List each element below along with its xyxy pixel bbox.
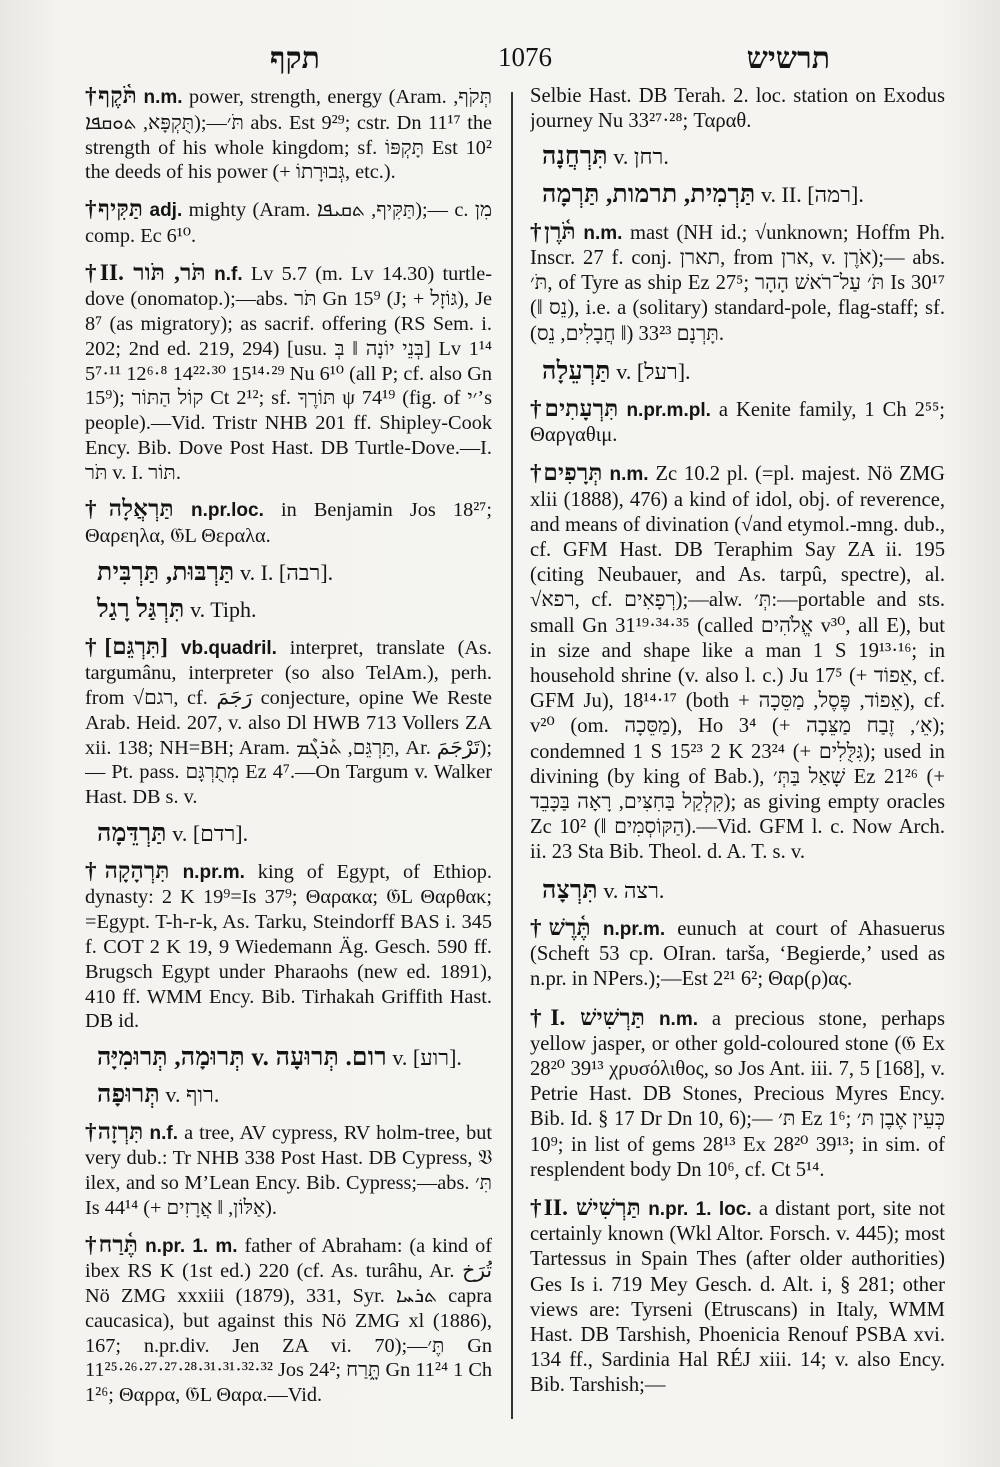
- grammar-label: n.pr. 1. m.: [145, 1235, 238, 1257]
- definition-text: king of Egypt, of Ethiop. dynasty: 2 K 19⁹=Is 37⁹; Θαρακα; 𝔊L Θαρθακ; =Egypt. T-h-r-k, As. Tarku, Steindorff BAS i. 345 f. COT 2 K 19, 9 Wiedemann Äg. Gesch. 590 ff. Brugsch Egypt under Pharaohs (new ed. 1891), 410 ff. WMM Ency. Bib. Tirhakah Griffith Hast. DB id.: [85, 860, 492, 1033]
- left-column: [85, 84, 492, 1437]
- left-entry: [97, 561, 492, 586]
- grammar-label: n.pr.loc.: [191, 500, 264, 522]
- grammar-label: n.m.: [583, 222, 623, 244]
- page-number: 1076: [498, 42, 552, 72]
- grammar-label: n.pr.m.pl.: [626, 400, 711, 422]
- grammar-label: n.m.: [609, 464, 649, 486]
- headword: †I. תַּרְשִׁישׁ: [530, 1004, 646, 1030]
- definition-text: mighty (Aram. תַּקִּיף, ܬܩܝܦܐ);— c. מִן comp. Ec 6¹⁰.: [85, 199, 492, 247]
- left-entry: [97, 1046, 492, 1071]
- left-entry: [97, 595, 492, 623]
- left-entry: [85, 84, 492, 185]
- definition-text: v. [רעל].: [616, 358, 691, 384]
- grammar-label: n.m.: [143, 87, 183, 108]
- headword: †תִּרְעָתִים: [530, 396, 619, 422]
- headword: †תַּרְאֲלָה: [85, 496, 174, 522]
- headword: תְּרוּפָה: [97, 1080, 160, 1108]
- left-entry: [85, 261, 492, 486]
- running-head-left: תקף: [270, 42, 320, 75]
- right-entry: [530, 460, 945, 865]
- headword: תַּרְדֵּמָה: [97, 819, 167, 847]
- definition-text: v. I. [רבה].: [240, 560, 334, 586]
- definition-text: a Kenite family, 1 Ch 2⁵⁵; Θαργαθιμ.: [530, 399, 945, 447]
- grammar-label: vb.quadril.: [180, 637, 277, 659]
- right-entry: [542, 878, 945, 903]
- definition-text: v. [רוע].: [392, 1045, 462, 1071]
- left-entry: [85, 859, 492, 1034]
- definition-text: v. II. [רמה].: [760, 181, 864, 207]
- right-entry: [542, 359, 945, 384]
- headword: †תֹּ֫קֶף: [85, 84, 137, 108]
- headword: תַּרְמִית, תרמות, תַּרְמָה: [542, 180, 756, 208]
- grammar-label: adj.: [149, 200, 183, 222]
- definition-text: v. רצה.: [603, 877, 665, 903]
- headword: †[תִּרְגֵּם]: [85, 633, 169, 659]
- left-entry: [85, 1233, 492, 1408]
- left-entry: [85, 497, 492, 549]
- right-entry: [530, 1005, 945, 1183]
- definition-text: a tree, AV cypress, RV holm-tree, but very dub.: Tr NHB 338 Post Hast. DB Cypress, 𝔙 ilex, and so M’Lean Ency. Bib. Cypress;—abs. תִּ׳ Is 44¹⁴ (+ אַלּוֹן, ‖ אֲרָזִים).: [85, 1121, 492, 1219]
- definition-text: eunuch at court of Ahasuerus (Scheft 53 cp. OIran. tarša, ‘Begierde,’ used as n.pr. in NPers.);—Est 2²¹ 6²; Θαρ(ρ)ας.: [530, 917, 945, 991]
- grammar-label: n.pr.m.: [182, 861, 245, 883]
- headword: †תִּרְזָה: [85, 1118, 144, 1144]
- definition-text: mast (NH id.; √unknown; Hoffm Ph. Inscr. 27 f. conj. תארן, from ארן, v. אֹרֶן);— abs. תֹּ׳, of Tyre as ship Ez 27⁵; תֹּ׳ עַל־רֹאשׁ הָהָר Is 30¹⁷ (‖ נֵס), i.e. a (solitary) standard-pole, flag-staff; sf. תָּרְנָם 33²³ (‖ חֲבָלִים, נֵס).: [530, 221, 945, 345]
- headword: תִּרְצָה: [542, 876, 598, 904]
- headword: †תְּרָפִים: [530, 460, 603, 486]
- definition-text: v. [רדם].: [172, 820, 249, 846]
- right-entry: [530, 915, 945, 993]
- running-head-right: תרשיש: [746, 42, 830, 75]
- headword: †תַּקִּיף: [85, 196, 144, 222]
- left-entry: [85, 197, 492, 249]
- definition-text: a distant port, site not certainly known (Wkl Altor. Forsch. v. 445); most Tartessus in Spain Thes (after older authorities) Ges Is i. 719 Mey Gesch. d. Alt. i, § 281; other views are: Tyrseni (Etruscans) in Italy, WMM Hast. DB Tarshish, Phoenicia Renouf PSBA xvi. 134 ff., Sardinia Hal RÉJ xiii. 14; v. also Ency. Bib. Tarshish;—: [530, 1197, 945, 1397]
- grammar-label: n.pr. 1. loc.: [648, 1198, 752, 1220]
- headword: †תֶּ֫רֶשׁ: [530, 914, 591, 940]
- headword: †תֶּ֫רַח: [85, 1231, 139, 1257]
- grammar-label: n.f.: [149, 1122, 179, 1144]
- headword: †II. תַּרְשִׁישׁ: [530, 1194, 641, 1220]
- grammar-label: n.m.: [658, 1008, 699, 1030]
- headword: תַּרְבּוּת, תַּרְבִּית: [97, 559, 235, 587]
- left-entry: [85, 635, 492, 810]
- right-column: [530, 84, 945, 1437]
- right-entry: [530, 1195, 945, 1399]
- definition-text: in Benjamin Jos 18²⁷; Θαρεηλα, 𝔊L Θεραλα.: [85, 499, 492, 548]
- right-entry: [530, 84, 945, 134]
- headword: תִּרְגַּל רָגַל: [97, 595, 185, 623]
- definition-text: Lv 5.7 (m. Lv 14.30) turtle-dove (onomatop.);—abs. תֹּר Gn 15⁹ (J; + גּוֹזָל), Je 8⁷ (as migratory); as sacrif. offering (RS Sem. i. 202; 2nd ed. 219, 294) [usu. בְּנֵי יוֹנָה ‖ בְּ] Lv 1¹⁴ 5⁷·¹¹ 12⁶·⁸ 14²²·³⁰ 15¹⁴·²⁹ Nu 6¹⁰ (all P; cf. also Gn 15⁹); קוֹל הַתּוֹר Ct 2¹²; sf. תּוֹרֶךָ ψ 74¹⁹ (fig. of ׳י’s people).—Vid. Tristr NHB 201 ff. Shipley-Cook Ency. Bib. Dove Post Hast. DB Turtle-Dove.—I. תֹּר v. I. תּוֹר.: [85, 262, 492, 484]
- headword: †תֹּ֫רֶן: [530, 218, 576, 244]
- page-header: [80, 36, 942, 86]
- definition-text: Selbie Hast. DB Terah. 2. loc. station on Exodus journey Nu 33²⁷·²⁸; Ταραθ.: [530, 85, 945, 133]
- right-entry: [542, 144, 945, 169]
- right-entry: [530, 219, 945, 347]
- left-entry: [97, 819, 492, 847]
- column-divider: [511, 92, 513, 1419]
- right-entry: [530, 396, 945, 448]
- definition-text: interpret, translate (As. targumânu, interpreter (so also TelAm.), perh. from √רגם, cf. رَجَمَ conjecture, opine We Reste Arab. Heid. 207, v. also Dl HWB 713 Vollers ZA xii. 138; NH=BH; Aram. תַּרְגֵּם, ܬܰܪܓܶܡ, Ar. تَرْجَمَ);— Pt. pass. מְתֻרְגָּם Ez 4⁷.—On Targum v. Walker Hast. DB s. v.: [85, 636, 492, 809]
- definition-text: v. רחן.: [613, 144, 669, 170]
- definition-text: power, strength, energy (Aram. תְּקֹף, תֻּקְפָּא, ܬܘܩܦܐ);—תֹּ׳ abs. Est 9²⁹; cstr. Dn 11¹⁷ the strength of his whole kingdom; sf. תָּקְפּוֹ Est 10² the deeds of his power (+ גְּבוּרָתוֹ, etc.).: [85, 86, 492, 184]
- left-entry: [85, 1120, 492, 1221]
- right-entry: [542, 182, 945, 207]
- definition-text: Zc 10.2 pl. (=pl. majest. Nö ZMG xlii (1888), 476) a kind of idol, obj. of reverence, and means of divination (√and etymol.-mng. dub., cf. GFM Hast. DB Teraphim Say ZA ii. 195 (citing Neubauer, and As. tarpû, spectre), al. √רפא, cf. רְפָאִים);—alw. תְּ׳:—portable and sts. small Gn 31¹⁹·³⁴·³⁵ (called אֱלֹהִים v³⁰, all E), but in size and shape like a man 1 S 19¹³·¹⁶; in household shrine (v. also l. c.) Ju 17⁵ (+ אֵפוֹד, cf. GFM Ju), 18¹⁴·¹⁷ (both + אֵפוֹד, פֶּסֶל, מַסֵּכָה), cf. v²⁰ (om. מַסֵּכָה), Ho 3⁴ (+ אֵ׳, זֶבַח מַצֵּבָה); condemned 1 S 15²³ 2 K 23²⁴ (+ גִּלֻּלִים); used in divining (by king of Bab.), שָׁאַל בַּתְּ׳ Ez 21²⁶ (+ קִלְקַל בַּחִצִּים, רָאָה בַּכָּבֵד); as giving empty oracles Zc 10² (‖ הַקּוֹסְמִים).—Vid. GFM l. c. Now Arch. ii. 23 Sta Bib. Theol. d. A. T. s. v.: [530, 463, 945, 864]
- headword: †תִּרְהָקָה: [85, 857, 170, 883]
- definition-text: v. רוף.: [165, 1081, 220, 1107]
- headword: תְּרוּמָה, תְּרוּמִיָּה v. רום. תְּרוּעָה: [97, 1044, 387, 1072]
- headword: תִּרְחֲנָה: [542, 143, 608, 171]
- headword: תַּרְעֵלָה: [542, 357, 611, 385]
- headword: †II. תֹּר, תֹּור: [85, 259, 206, 285]
- definition-text: a precious stone, perhaps yellow jasper, or other gold-coloured stone (𝔊 Ex 28²⁰ 39¹³ χρυσόλιθος, so Jos Ant. iii. 7, 5 [168], v. Petrie Hast. DB Stones, Precious Myres Ency. Bib. Id. § 17 Dr Dn 10, 6);— תּ׳ Ez 1⁶; כְּעֵין אֶבֶן תּ׳ 10⁹; in list of gems 28¹³ Ex 28²⁰ 39¹³; in sim. of resplendent body Dn 10⁶, cf. Ct 5¹⁴.: [530, 1007, 945, 1181]
- definition-text: v. Tiph.: [190, 596, 257, 622]
- grammar-label: n.pr.m.: [602, 918, 666, 940]
- left-entry: [97, 1080, 492, 1108]
- definition-text: father of Abraham: (a kind of ibex RS K (1st ed.) 220 (cf. As. turâhu, Ar. تُرَخ Nö ZMG xxxiii (1879), 331, Syr. ܬܪܚܐ capra caucasica), but against this Nö ZMG xl (1886), 167; n.pr.div. Jen ZA vi. 70);—תֶּ׳ Gn 11²⁵·²⁶·²⁷·²⁷·²⁸·³¹·³¹·³²·³² Jos 24²; תָּ֑רַח Gn 11²⁴ 1 Ch 1²⁶; Θαρρα, 𝔊L Θαρα.—Vid.: [85, 1234, 492, 1407]
- grammar-label: n.f.: [214, 263, 243, 285]
